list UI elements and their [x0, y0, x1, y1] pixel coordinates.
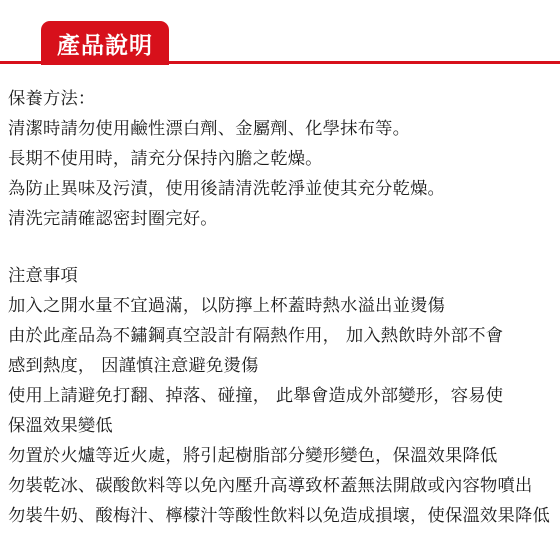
section-title: 產品說明	[57, 32, 153, 59]
notes-heading: 注意事項	[8, 266, 78, 286]
care-line: 清潔時請勿使用鹼性漂白劑、金屬劑、化學抹布等。	[8, 119, 411, 139]
care-section	[8, 84, 556, 234]
care-line: 長期不使用時，請充分保持內膽之乾燥。	[8, 149, 323, 169]
care-line: 為防止異味及污漬，使用後請清洗乾淨並使其充分乾燥。	[8, 179, 446, 199]
notes-line: 感到熱度， 因謹慎注意避免燙傷	[8, 356, 259, 376]
care-heading: 保養方法：	[8, 89, 96, 109]
notes-line: 勿裝牛奶、酸梅汁、檸檬汁等酸性飲料以免造成損壞，使保溫效果降低	[8, 506, 550, 526]
notes-line: 勿裝乾冰、碳酸飲料等以免內壓升高導致杯蓋無法開啟或內容物噴出	[8, 476, 533, 496]
notes-line: 由於此產品為不鏽鋼真空設計有隔熱作用， 加入熱飲時外部不會	[8, 326, 504, 346]
section-title-tab	[41, 21, 169, 65]
notes-line: 保溫效果變低	[8, 416, 113, 436]
notes-line: 勿置於火爐等近火處，將引起樹脂部分變形變色，保溫效果降低	[8, 446, 498, 466]
notes-section	[8, 261, 556, 531]
notes-line: 使用上請避免打翻、掉落、碰撞， 此舉會造成外部變形，容易使	[8, 386, 504, 406]
care-line: 清洗完請確認密封圈完好。	[8, 209, 218, 229]
notes-line: 加入之開水量不宜過滿，以防擰上杯蓋時熱水溢出並燙傷	[8, 296, 446, 316]
